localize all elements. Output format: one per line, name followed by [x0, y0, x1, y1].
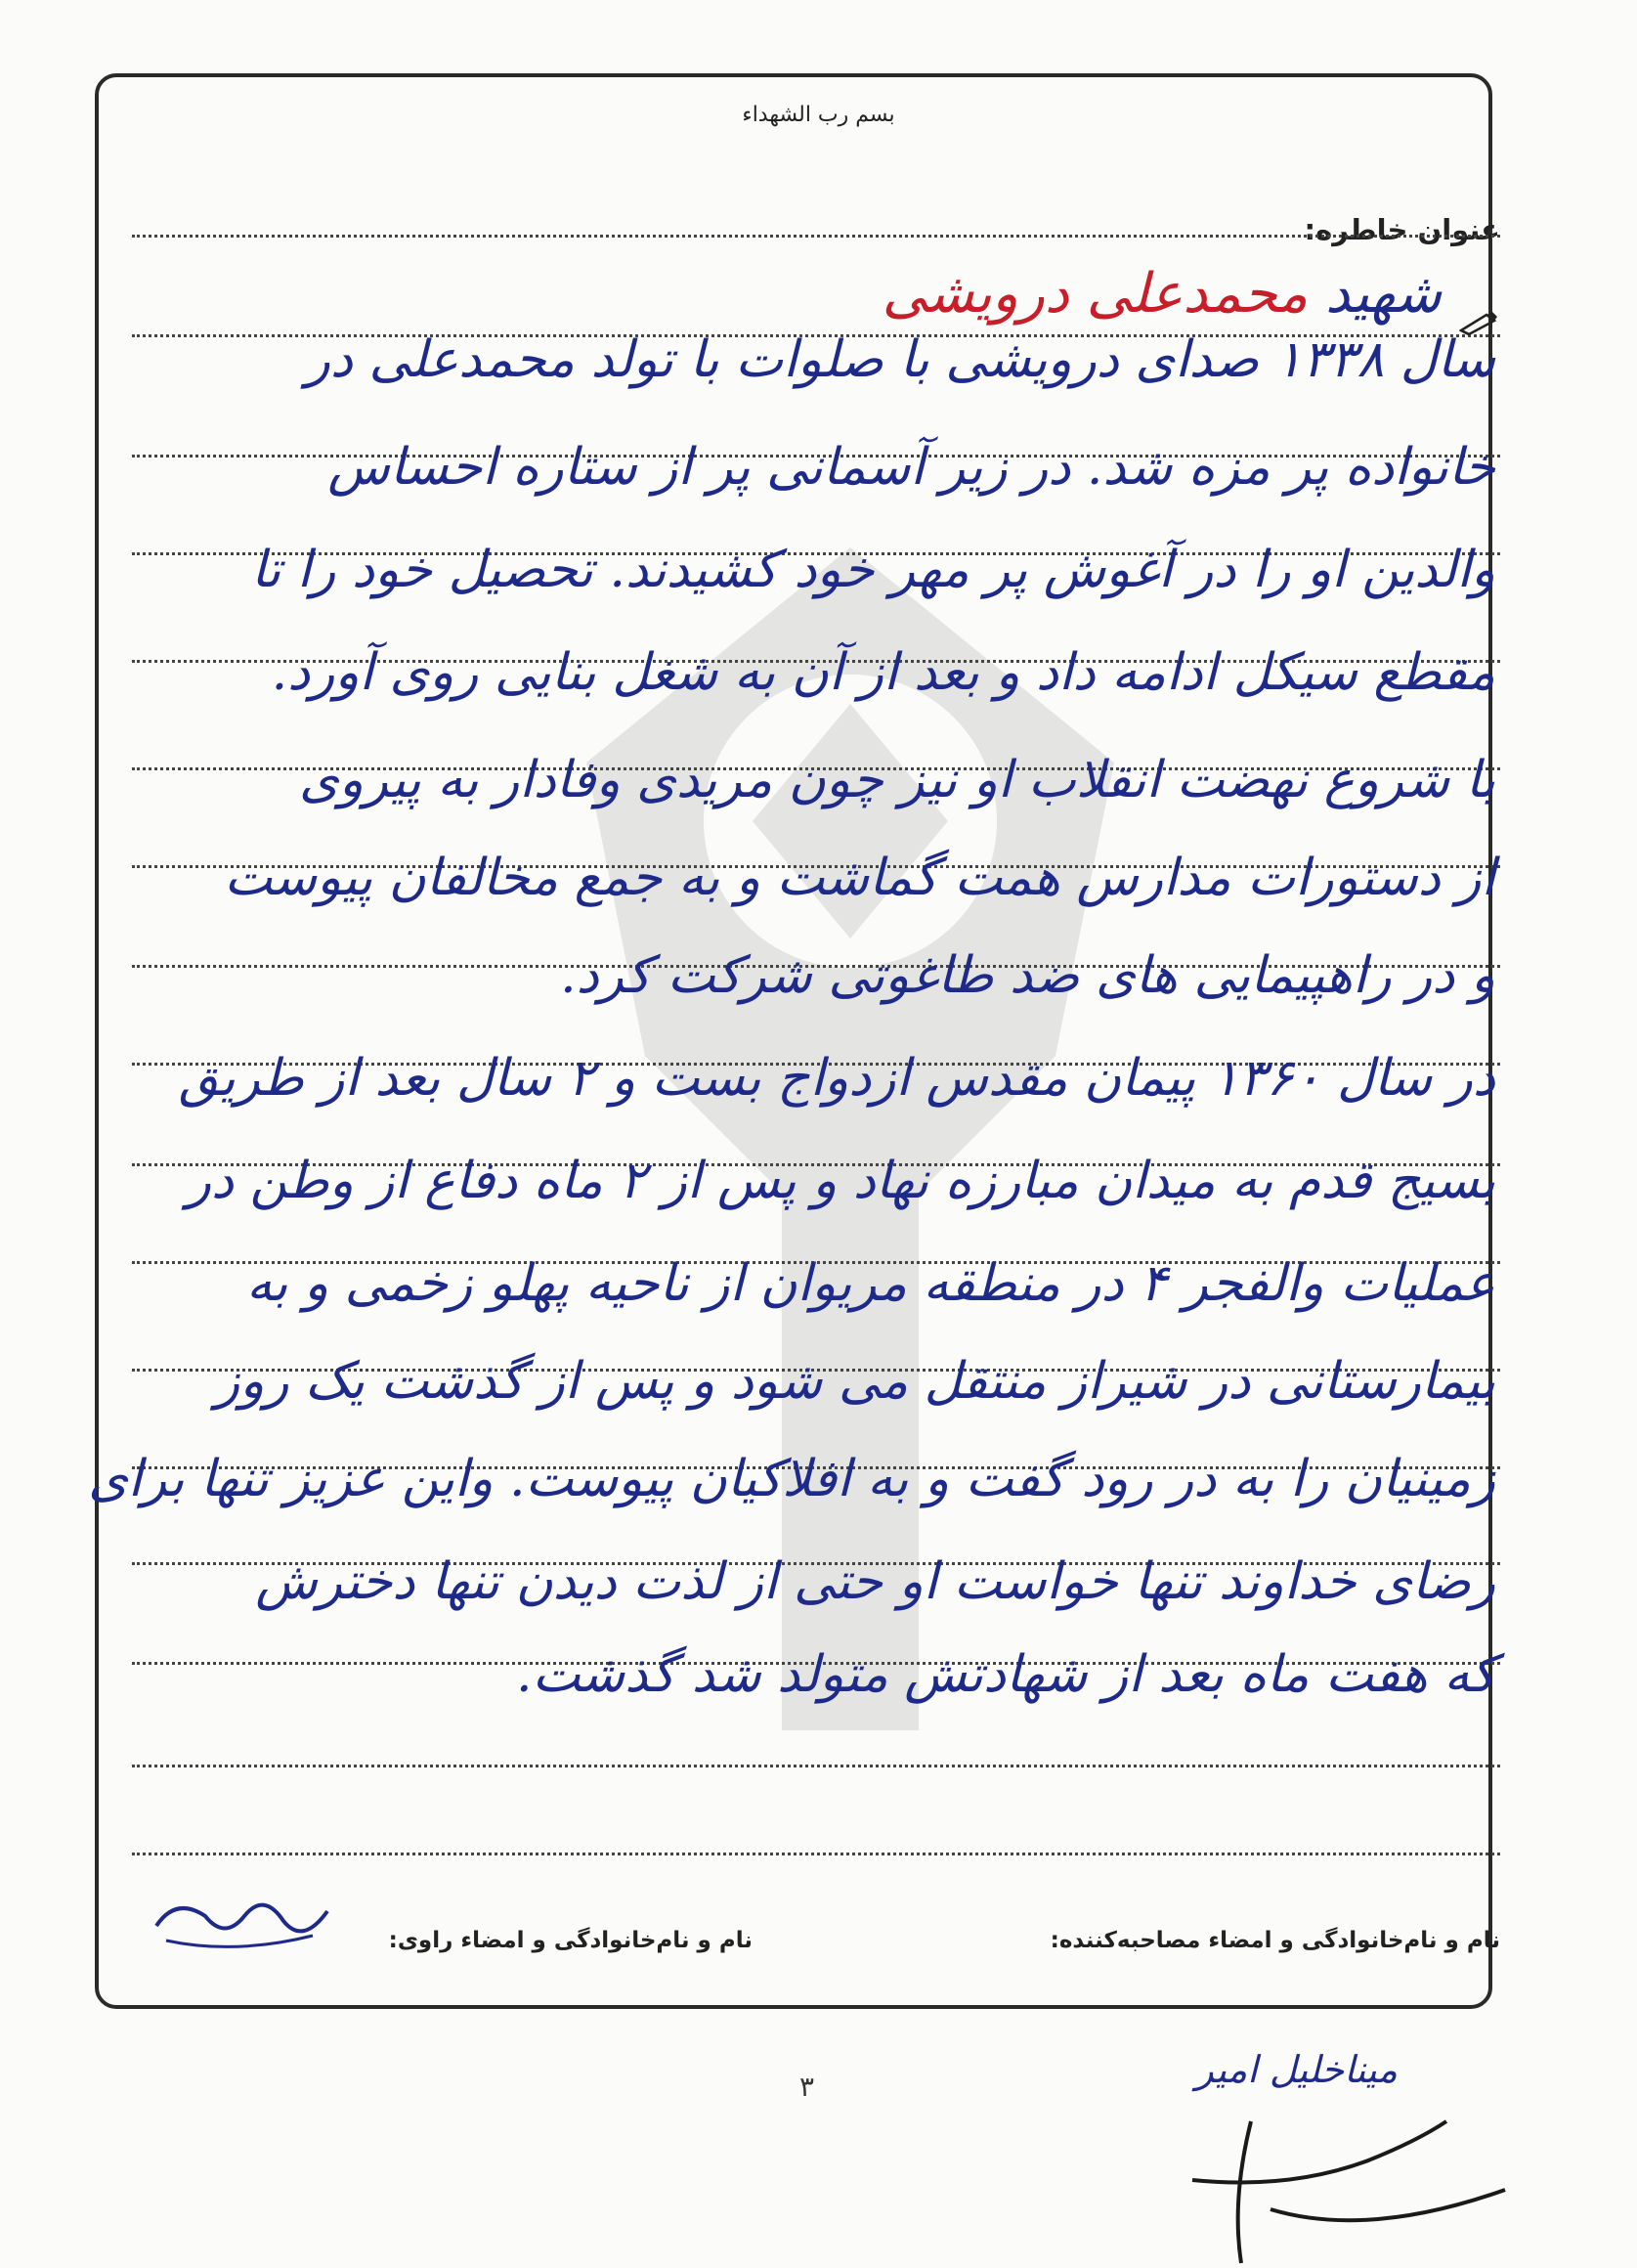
memory-line: سال ۱۳۳۸ صدای درویشی با صلوات با تولد محمدعلی در [305, 330, 1495, 389]
memory-line: در سال ۱۳۶۰ پیمان مقدس ازدواج بست و ۲ سال بعد از طریق [178, 1049, 1495, 1108]
memory-line: رضای خداوند تنها خواست او حتی از لذت دیدن تنها دخترش [255, 1552, 1495, 1611]
title-name: محمدعلی درویشی [882, 262, 1309, 326]
title-label: عنوان خاطره: [1304, 213, 1500, 246]
narrator-signature [147, 1887, 342, 1960]
memory-line: بیمارستانی در شیراز منتقل می شود و پس از گذشت یک روز [215, 1352, 1495, 1411]
narrator-label: نام و نام‌خانوادگی و امضاء راوی: [388, 1928, 753, 1953]
memory-line: که هفت ماه بعد از شهادتش متولد شد گذشت. [516, 1645, 1495, 1704]
memory-line: زمینیان را به در رود گفت و به افلاکیان پیوست. واین عزیز تنها برای [88, 1450, 1495, 1508]
dotted-line [132, 235, 1500, 238]
interviewer-label: نام و نام‌خانوادگی و امضاء مصاحبه‌کننده: [1050, 1928, 1500, 1953]
memory-title [883, 262, 1442, 326]
memory-line: بسیج قدم به میدان مبارزه نهاد و پس از ۲ ماه دفاع از وطن در [186, 1152, 1495, 1210]
memory-line: و در راهپیمایی های ضد طاغوتی شرکت کرد. [560, 946, 1495, 1005]
memory-line: عملیات والفجر ۴ در منطقه مریوان از ناحیه پهلو زخمی و به [246, 1254, 1495, 1313]
memory-line: با شروع نهضت انقلاب او نیز چون مریدی وفادار به پیروی [299, 751, 1495, 809]
dotted-line [132, 1853, 1500, 1855]
bottom-signature [1173, 2102, 1525, 2268]
bottom-handwritten-name: میناخلیل امیر [1195, 2048, 1398, 2091]
basmala-header: بسم رب الشهداء [742, 103, 895, 127]
memory-line: خانواده پر مزه شد. در زیر آسمانی پر از ستاره احساس [327, 438, 1495, 497]
memory-line: والدین او را در آغوش پر مهر خود کشیدند. تحصیل خود را تا [251, 541, 1495, 599]
dotted-line [132, 1765, 1500, 1767]
title-prefix: شهید [1324, 262, 1442, 326]
memory-line: مقطع سیکل ادامه داد و بعد از آن به شغل بنایی روی آورد. [271, 643, 1495, 702]
page-number: ۳ [799, 2071, 815, 2103]
memory-line: از دستورات مدارس همت گماشت و به جمع مخالفان پیوست [224, 849, 1495, 907]
